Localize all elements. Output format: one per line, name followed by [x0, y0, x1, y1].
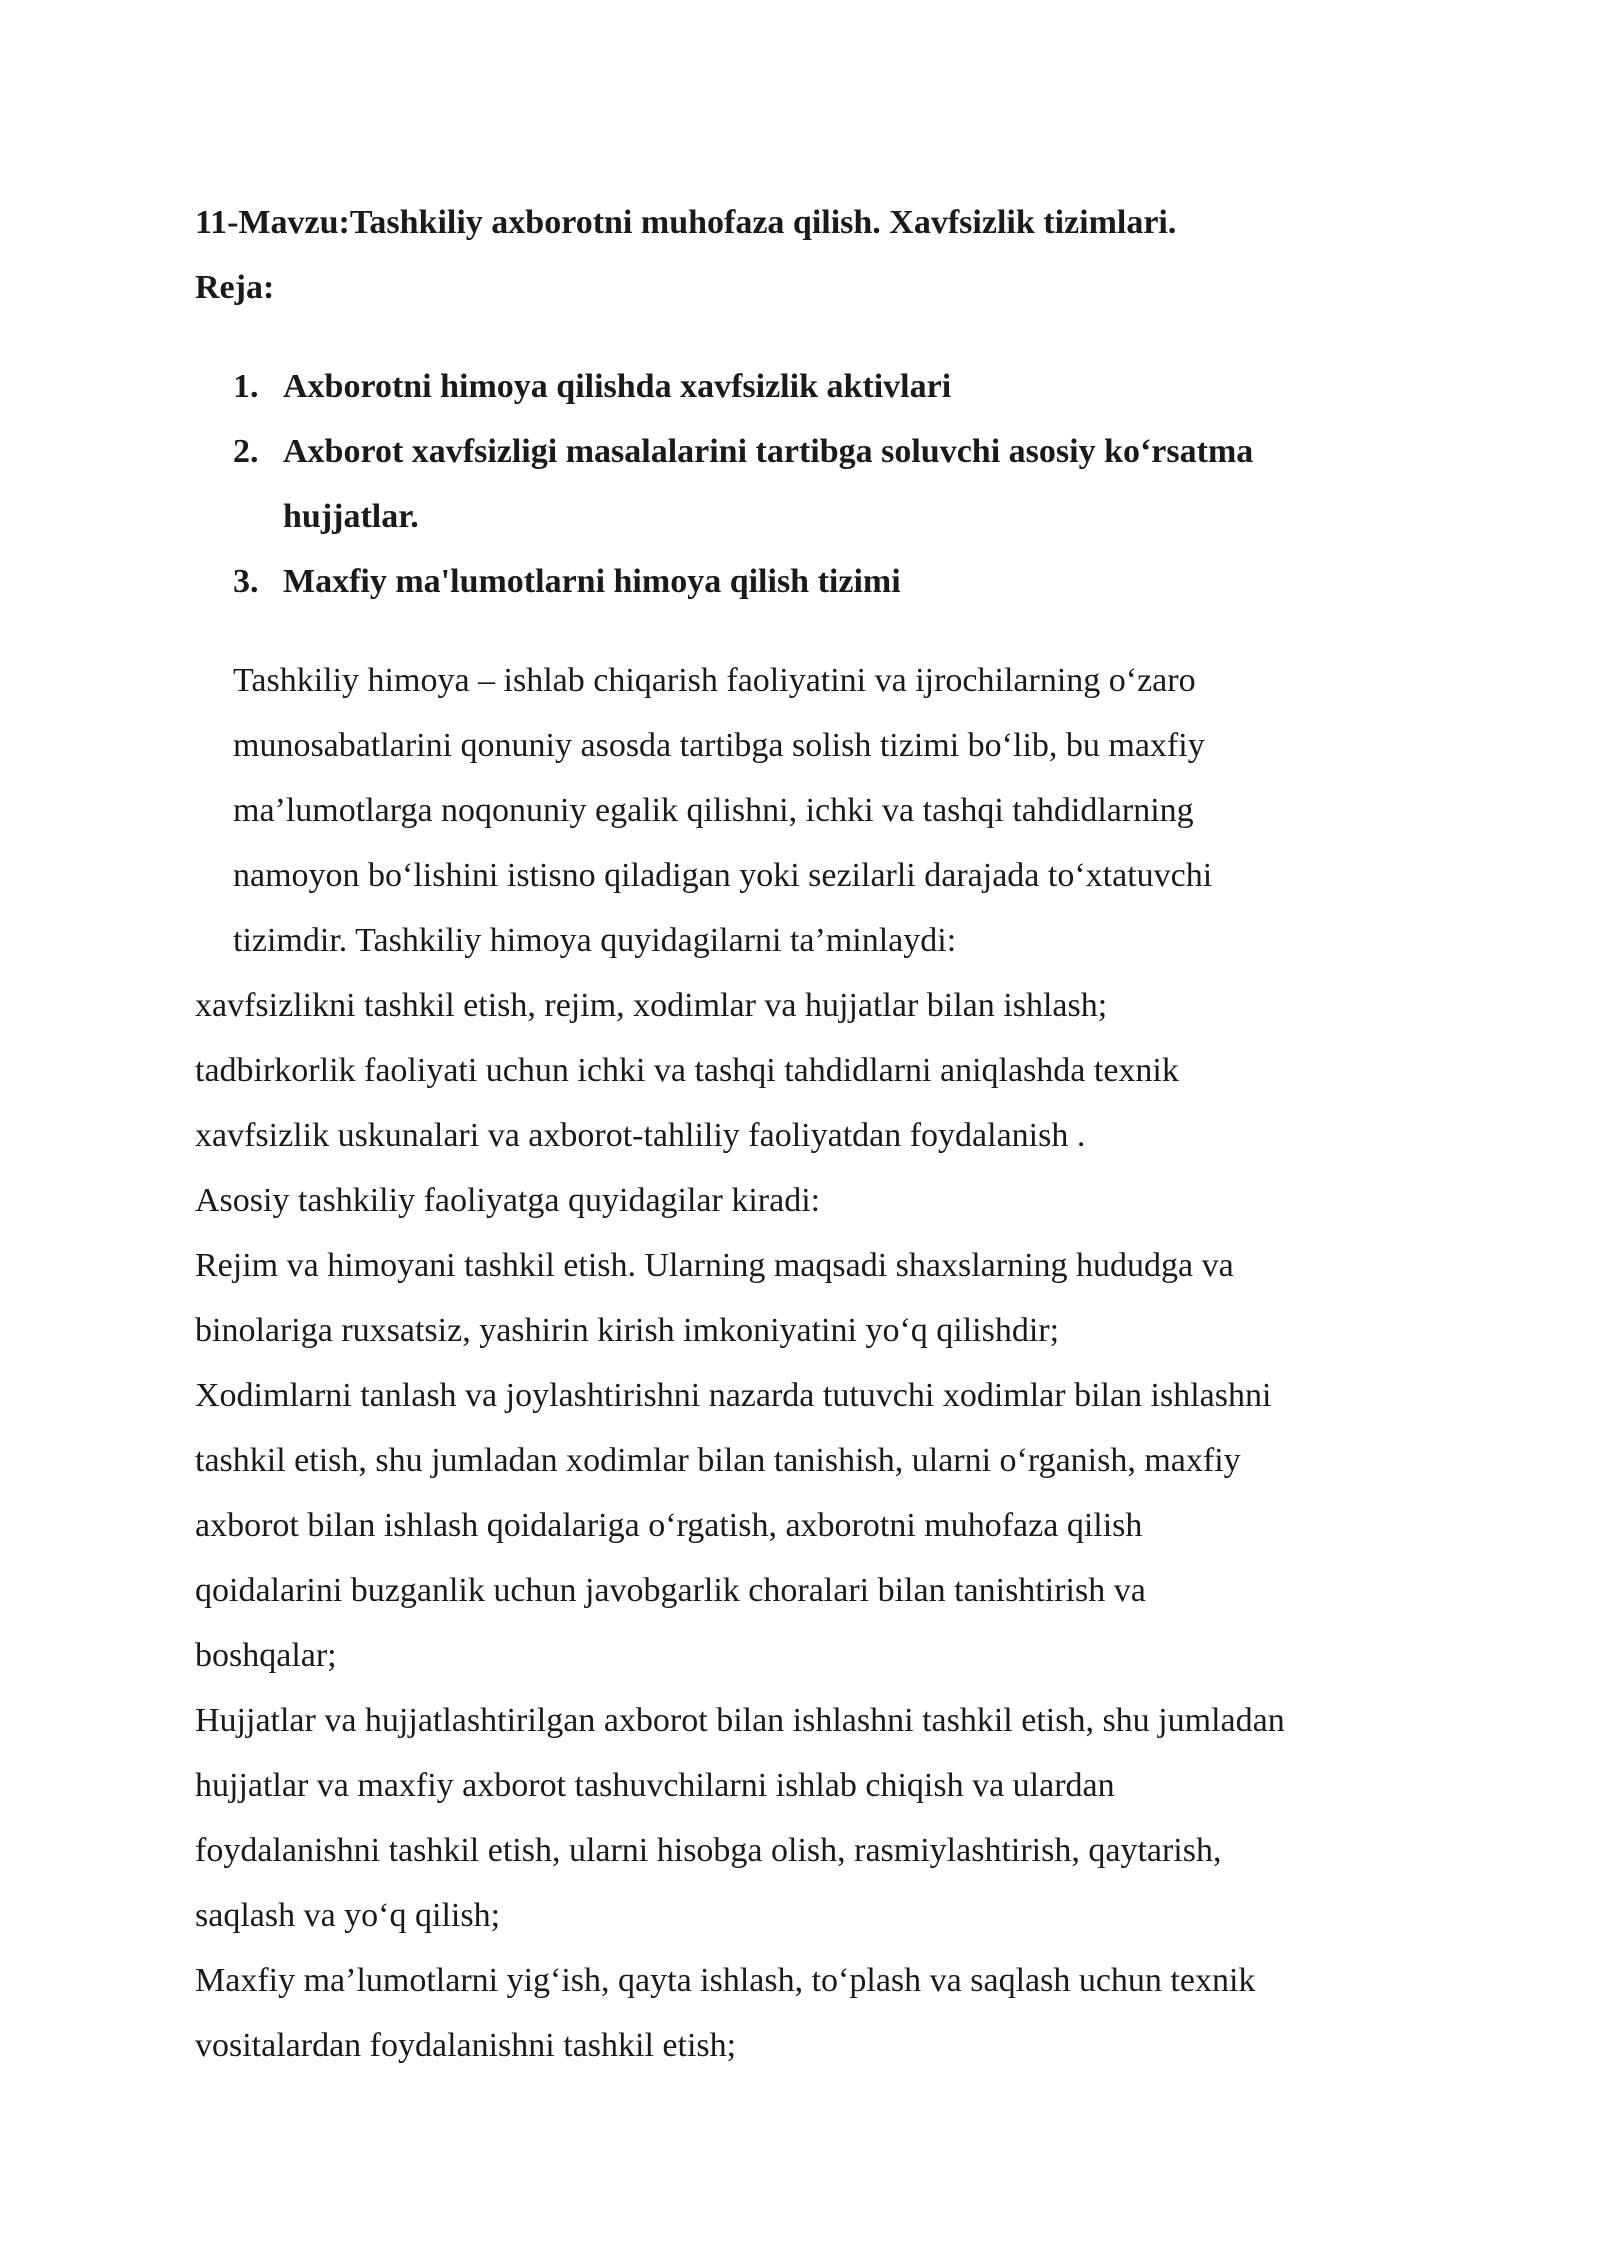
text-line: saqlash va yo‘q qilish;: [195, 1897, 501, 1934]
text-line: tizimdir. Tashkiliy himoya quyidagilarni ta’minlaydi:: [233, 922, 957, 959]
plan-item-number: 2.: [233, 433, 259, 470]
text-line: Tashkiliy himoya – ishlab chiqarish faoliyatini va ijrochilarning o‘zaro: [233, 662, 1196, 699]
plan-item: [195, 354, 1425, 419]
text-line: qoidalarini buzganlik uchun javobgarlik choralari bilan tanishtirish va: [195, 1572, 1146, 1609]
text-line: boshqalar;: [195, 1637, 337, 1674]
plan-item-text: Axborotni himoya qilishda xavfsizlik aktivlari: [283, 368, 952, 405]
text-line: tashkil etish, shu jumladan xodimlar bilan tanishish, ularni o‘rganish, maxfiy: [195, 1442, 1241, 1479]
text-line: xavfsizlikni tashkil etish, rejim, xodimlar va hujjatlar bilan ishlash;: [195, 987, 1108, 1024]
plan-item-text: Axborot xavfsizligi masalalarini tartibga soluvchi asosiy ko‘rsatma: [283, 433, 1254, 470]
text-line: foydalanishni tashkil etish, ularni hisobga olish, rasmiylashtirish, qaytarish,: [195, 1832, 1222, 1869]
text-line: Asosiy tashkiliy faoliyatga quyidagilar kiradi:: [195, 1182, 821, 1219]
text-line: binolariga ruxsatsiz, yashirin kirish imkoniyatini yo‘q qilishdir;: [195, 1312, 1060, 1349]
body-text: [195, 973, 1425, 2078]
plan-list: [195, 354, 1425, 614]
plan-item: [195, 549, 1425, 614]
document-content: [195, 190, 1425, 2078]
text-line: ma’lumotlarga noqonuniy egalik qilishni, ichki va tashqi tahdidlarning: [233, 792, 1194, 829]
text-line: Maxfiy ma’lumotlarni yig‘ish, qayta ishlash, to‘plash va saqlash uchun texnik: [195, 1962, 1256, 1999]
text-line: xavfsizlik uskunalari va axborot-tahliliy faoliyatdan foydalanish .: [195, 1117, 1086, 1154]
plan-item-number: 3.: [233, 563, 259, 600]
document-title: 11-Mavzu:Tashkiliy axborotni muhofaza qilish. Xavfsizlik tizimlari.: [195, 204, 1177, 241]
text-line: hujjatlar va maxfiy axborot tashuvchilarni ishlab chiqish va ulardan: [195, 1767, 1115, 1804]
plan-label: Reja:: [195, 269, 275, 306]
text-line: Rejim va himoyani tashkil etish. Ularning maqsadi shaxslarning hududga va: [195, 1247, 1234, 1284]
text-line: munosabatlarini qonuniy asosda tartibga solish tizimi bo‘lib, bu maxfiy: [233, 727, 1205, 764]
plan-item-text: Maxfiy ma'lumotlarni himoya qilish tizimi: [283, 563, 901, 600]
text-line: namoyon bo‘lishini istisno qiladigan yoki sezilarli darajada to‘xtatuvchi: [233, 857, 1213, 894]
plan-item-number: 1.: [233, 368, 259, 405]
plan-item-text: hujjatlar.: [283, 498, 419, 535]
intro-paragraph: [195, 648, 1425, 973]
plan-item: [195, 419, 1425, 549]
text-line: Hujjatlar va hujjatlashtirilgan axborot bilan ishlashni tashkil etish, shu jumladan: [195, 1702, 1285, 1739]
text-line: axborot bilan ishlash qoidalariga o‘rgatish, axborotni muhofaza qilish: [195, 1507, 1143, 1544]
text-line: vositalardan foydalanishni tashkil etish;: [195, 2027, 737, 2064]
text-line: tadbirkorlik faoliyati uchun ichki va tashqi tahdidlarni aniqlashda texnik: [195, 1052, 1179, 1089]
text-line: Xodimlarni tanlash va joylashtirishni nazarda tutuvchi xodimlar bilan ishlashni: [195, 1377, 1272, 1414]
